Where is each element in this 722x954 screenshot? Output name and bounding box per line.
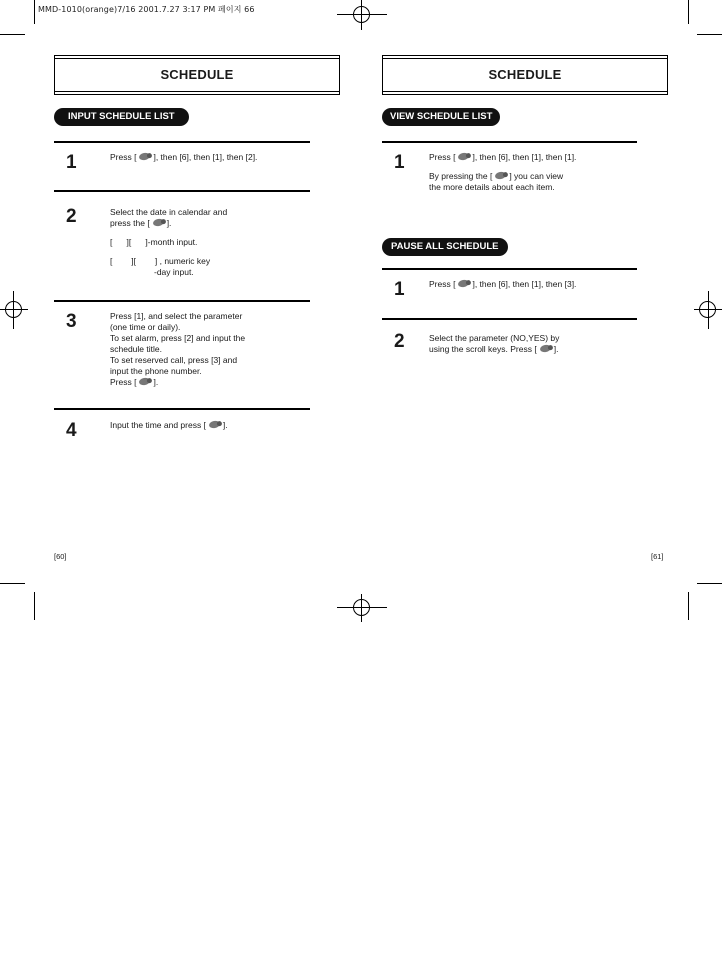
step-divider	[54, 190, 310, 192]
crop-mark	[688, 592, 689, 620]
step-instructions: Press [ ], then [6], then [1], then [3].	[429, 279, 577, 289]
page-title: SCHEDULE	[488, 67, 562, 82]
registration-mark-icon	[694, 291, 722, 329]
step-instructions: Select the parameter (NO,YES) by using the scroll keys. Press [ ].	[429, 333, 560, 354]
step-number: 4	[66, 420, 77, 441]
registration-mark-icon	[337, 0, 387, 30]
crop-mark	[0, 34, 25, 35]
crop-mark	[697, 34, 722, 35]
step-number: 1	[394, 279, 405, 300]
step-number: 2	[394, 331, 405, 352]
menu-key-icon	[139, 377, 151, 386]
menu-key-icon	[458, 152, 470, 161]
step-divider	[382, 141, 637, 143]
step-divider	[54, 408, 310, 410]
left-title-box	[54, 55, 340, 95]
registration-mark-icon	[337, 594, 387, 622]
crop-mark	[0, 583, 25, 584]
step-instructions: Select the date in calendar and press the [ ]. [ ][ ]-month input. [ ][ ] , numeric key -day input.	[110, 207, 228, 277]
crop-mark	[697, 583, 722, 584]
menu-key-icon	[458, 279, 470, 288]
step-number: 1	[66, 152, 77, 173]
menu-key-icon	[495, 171, 507, 180]
menu-key-icon	[152, 218, 164, 227]
menu-key-icon	[139, 152, 151, 161]
step-divider	[382, 268, 637, 270]
step-number: 1	[394, 152, 405, 173]
step-number: 2	[66, 206, 77, 227]
step-divider	[382, 318, 637, 320]
step-instructions: Press [ ], then [6], then [1], then [2].	[110, 152, 258, 162]
registration-mark-icon	[0, 291, 28, 329]
step-instructions: Press [1], and select the parameter (one time or daily). To set alarm, press [2] and input the schedule title. To set reserved call, press [3] and input the phone number. Press [ ].	[110, 311, 246, 387]
step-divider	[54, 300, 310, 302]
menu-key-icon	[539, 344, 551, 353]
right-title-box	[382, 55, 668, 95]
page-title: SCHEDULE	[160, 67, 234, 82]
crop-mark	[688, 0, 689, 24]
step-number: 3	[66, 311, 77, 332]
step-instructions: Input the time and press [ ].	[110, 420, 228, 430]
section-label-input-schedule: INPUT SCHEDULE LIST	[54, 108, 189, 126]
print-header: MMD-1010(orange)7/16 2001.7.27 3:17 PM 페이지 66	[38, 5, 255, 14]
section-label-view-schedule: VIEW SCHEDULE LIST	[382, 108, 500, 126]
page-number: [60]	[54, 552, 67, 561]
menu-key-icon	[208, 420, 220, 429]
crop-mark	[34, 592, 35, 620]
step-instructions: Press [ ], then [6], then [1], then [1]. By pressing the [ ] you can view the more details about each item.	[429, 152, 577, 192]
page-number: [61]	[651, 552, 664, 561]
crop-mark	[34, 0, 35, 24]
step-divider	[54, 141, 310, 143]
section-label-pause-schedule: PAUSE ALL SCHEDULE	[382, 238, 508, 256]
